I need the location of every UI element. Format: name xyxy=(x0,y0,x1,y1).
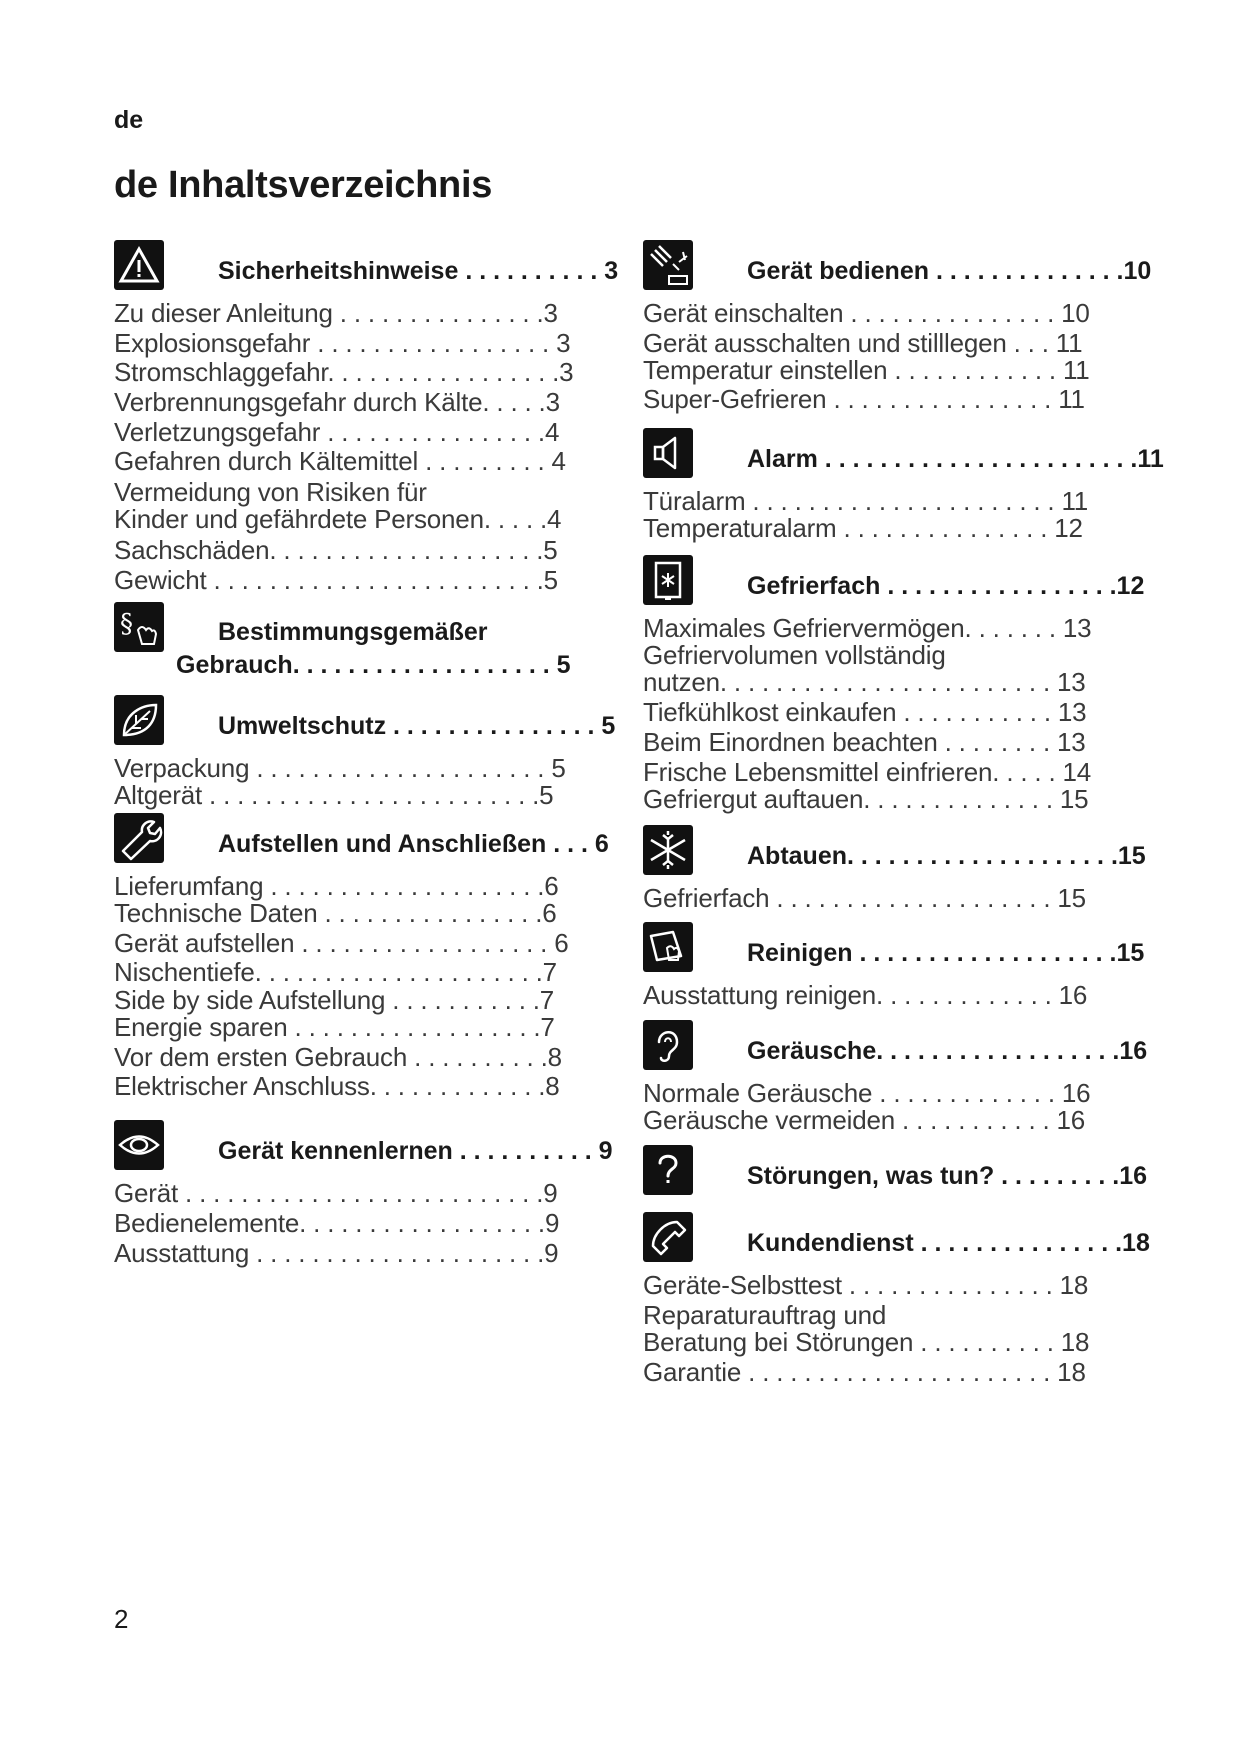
toc-entry[interactable]: Maximales Gefriervermögen. . . . . . . 13 xyxy=(643,613,1092,643)
toc-heading[interactable]: Bestimmungsgemäßer xyxy=(218,618,488,646)
toc-heading[interactable]: Reinigen . . . . . . . . . . . . . . . . . . .15 xyxy=(747,939,1145,967)
toc-heading[interactable]: Sicherheitshinweise . . . . . . . . . . 3 xyxy=(218,257,619,285)
toc-entry[interactable]: Lieferumfang . . . . . . . . . . . . . . . . . . . .6 xyxy=(114,871,559,901)
toc-entry[interactable]: Reparaturauftrag und xyxy=(643,1300,887,1330)
cleaning-hand-icon xyxy=(643,922,693,972)
speaker-icon xyxy=(643,428,693,478)
wrench-icon xyxy=(114,813,164,863)
toc-entry[interactable]: Gerät ausschalten und stilllegen . . . 11 xyxy=(643,328,1083,358)
toc-entry[interactable]: Tiefkühlkost einkaufen . . . . . . . . . . . 13 xyxy=(643,697,1087,727)
toc-entry[interactable]: Gefrierfach . . . . . . . . . . . . . . . . . . . . 15 xyxy=(643,883,1086,913)
toc-entry[interactable]: Beratung bei Störungen . . . . . . . . . . 18 xyxy=(643,1327,1090,1357)
toc-entry[interactable]: Altgerät . . . . . . . . . . . . . . . . . . . . . . . .5 xyxy=(114,780,554,810)
hand-operate-icon xyxy=(643,240,693,290)
phone-icon xyxy=(643,1212,693,1262)
toc-entry[interactable]: Temperatur einstellen . . . . . . . . . . . . 11 xyxy=(643,355,1090,385)
toc-entry[interactable]: Gefriergut auftauen. . . . . . . . . . . . . . 15 xyxy=(643,784,1089,814)
paragraph-hand-icon xyxy=(114,602,164,652)
toc-entry[interactable]: Gefriervolumen vollständig xyxy=(643,640,946,670)
toc-entry[interactable]: Super-Gefrieren . . . . . . . . . . . . . . . . 11 xyxy=(643,384,1085,414)
toc-entry[interactable]: Gerät einschalten . . . . . . . . . . . . . . . 10 xyxy=(643,298,1090,328)
toc-entry[interactable]: Türalarm . . . . . . . . . . . . . . . . . . . . . . 11 xyxy=(643,486,1089,516)
toc-entry[interactable]: Gerät . . . . . . . . . . . . . . . . . . . . . . . . . .9 xyxy=(114,1178,558,1208)
toc-entry[interactable]: Nischentiefe. . . . . . . . . . . . . . . . . . . . .7 xyxy=(114,957,557,987)
toc-entry[interactable]: Explosionsgefahr . . . . . . . . . . . . . . . . . 3 xyxy=(114,328,571,358)
toc-entry[interactable]: Energie sparen . . . . . . . . . . . . . . . . . .7 xyxy=(114,1012,555,1042)
language-code: de xyxy=(114,106,144,134)
eye-icon xyxy=(114,1120,164,1170)
question-icon xyxy=(643,1145,693,1195)
page-number: 2 xyxy=(114,1604,129,1634)
toc-entry[interactable]: Vermeidung von Risiken für xyxy=(114,477,427,507)
toc-entry[interactable]: Sachschäden. . . . . . . . . . . . . . . . . . . .5 xyxy=(114,535,558,565)
toc-heading[interactable]: Kundendienst . . . . . . . . . . . . . . .18 xyxy=(747,1229,1150,1257)
page-title: de Inhaltsverzeichnis xyxy=(114,164,493,206)
freezer-icon xyxy=(643,555,693,605)
toc-heading[interactable]: Gefrierfach . . . . . . . . . . . . . . . . .12 xyxy=(747,572,1145,600)
svg-text:§: § xyxy=(120,609,133,639)
toc-entry[interactable]: Verbrennungsgefahr durch Kälte. . . . .3 xyxy=(114,387,560,417)
toc-entry[interactable]: Zu dieser Anleitung . . . . . . . . . . . . . . .3 xyxy=(114,298,558,328)
toc-entry[interactable]: Gefahren durch Kältemittel . . . . . . . . . 4 xyxy=(114,446,566,476)
toc-entry[interactable]: Normale Geräusche . . . . . . . . . . . . . 16 xyxy=(643,1078,1091,1108)
leaf-icon xyxy=(114,695,164,745)
toc-entry[interactable]: Beim Einordnen beachten . . . . . . . . 13 xyxy=(643,727,1086,757)
toc-heading[interactable]: Störungen, was tun? . . . . . . . . .16 xyxy=(747,1162,1148,1190)
toc-entry[interactable]: Kinder und gefährdete Personen. . . . .4 xyxy=(114,504,562,534)
warning-icon xyxy=(114,240,164,290)
toc-entry[interactable]: Garantie . . . . . . . . . . . . . . . . . . . . . . 18 xyxy=(643,1357,1086,1387)
snowflake-icon xyxy=(643,825,693,875)
toc-entry[interactable]: Technische Daten . . . . . . . . . . . . . . . .6 xyxy=(114,898,557,928)
toc-entry[interactable]: Ausstattung reinigen. . . . . . . . . . . . . 16 xyxy=(643,980,1088,1010)
toc-entry[interactable]: Gewicht . . . . . . . . . . . . . . . . . . . . . . . .5 xyxy=(114,565,558,595)
toc-heading[interactable]: Aufstellen und Anschließen . . . 6 xyxy=(218,830,609,858)
toc-entry[interactable]: Geräte-Selbsttest . . . . . . . . . . . . . . . 18 xyxy=(643,1270,1089,1300)
toc-entry[interactable]: Geräusche vermeiden . . . . . . . . . . . 16 xyxy=(643,1105,1086,1135)
toc-entry[interactable]: nutzen. . . . . . . . . . . . . . . . . . . . . . . . 13 xyxy=(643,667,1086,697)
toc-entry[interactable]: Vor dem ersten Gebrauch . . . . . . . . . .8 xyxy=(114,1042,562,1072)
toc-heading[interactable]: Geräusche. . . . . . . . . . . . . . . . . .16 xyxy=(747,1037,1148,1065)
toc-entry[interactable]: Temperaturalarm . . . . . . . . . . . . . . . 12 xyxy=(643,513,1083,543)
toc-entry[interactable]: Stromschlaggefahr. . . . . . . . . . . . . . . . .3 xyxy=(114,357,574,387)
toc-entry[interactable]: Ausstattung . . . . . . . . . . . . . . . . . . . . .9 xyxy=(114,1238,559,1268)
toc-entry[interactable]: Bedienelemente. . . . . . . . . . . . . . . . . .9 xyxy=(114,1208,560,1238)
toc-entry[interactable]: Side by side Aufstellung . . . . . . . . . . .7 xyxy=(114,985,555,1015)
ear-icon xyxy=(643,1020,693,1070)
toc-entry[interactable]: Verletzungsgefahr . . . . . . . . . . . . . . . .4 xyxy=(114,417,560,447)
toc-heading[interactable]: Alarm . . . . . . . . . . . . . . . . . . . . . . .11 xyxy=(747,445,1164,473)
toc-heading[interactable]: Umweltschutz . . . . . . . . . . . . . . . 5 xyxy=(218,712,616,740)
toc-entry[interactable]: Gerät aufstellen . . . . . . . . . . . . . . . . . . 6 xyxy=(114,928,569,958)
toc-entry[interactable]: Verpackung . . . . . . . . . . . . . . . . . . . . . 5 xyxy=(114,753,566,783)
toc-heading-continued[interactable]: Gebrauch. . . . . . . . . . . . . . . . . . . 5 xyxy=(176,651,571,679)
toc-entry[interactable]: Elektrischer Anschluss. . . . . . . . . . . . .8 xyxy=(114,1071,560,1101)
toc-heading[interactable]: Abtauen. . . . . . . . . . . . . . . . . . . .15 xyxy=(747,842,1146,870)
toc-entry[interactable]: Frische Lebensmittel einfrieren. . . . . 14 xyxy=(643,757,1092,787)
toc-heading[interactable]: Gerät bedienen . . . . . . . . . . . . . .10 xyxy=(747,257,1152,285)
toc-heading[interactable]: Gerät kennenlernen . . . . . . . . . . 9 xyxy=(218,1137,613,1165)
